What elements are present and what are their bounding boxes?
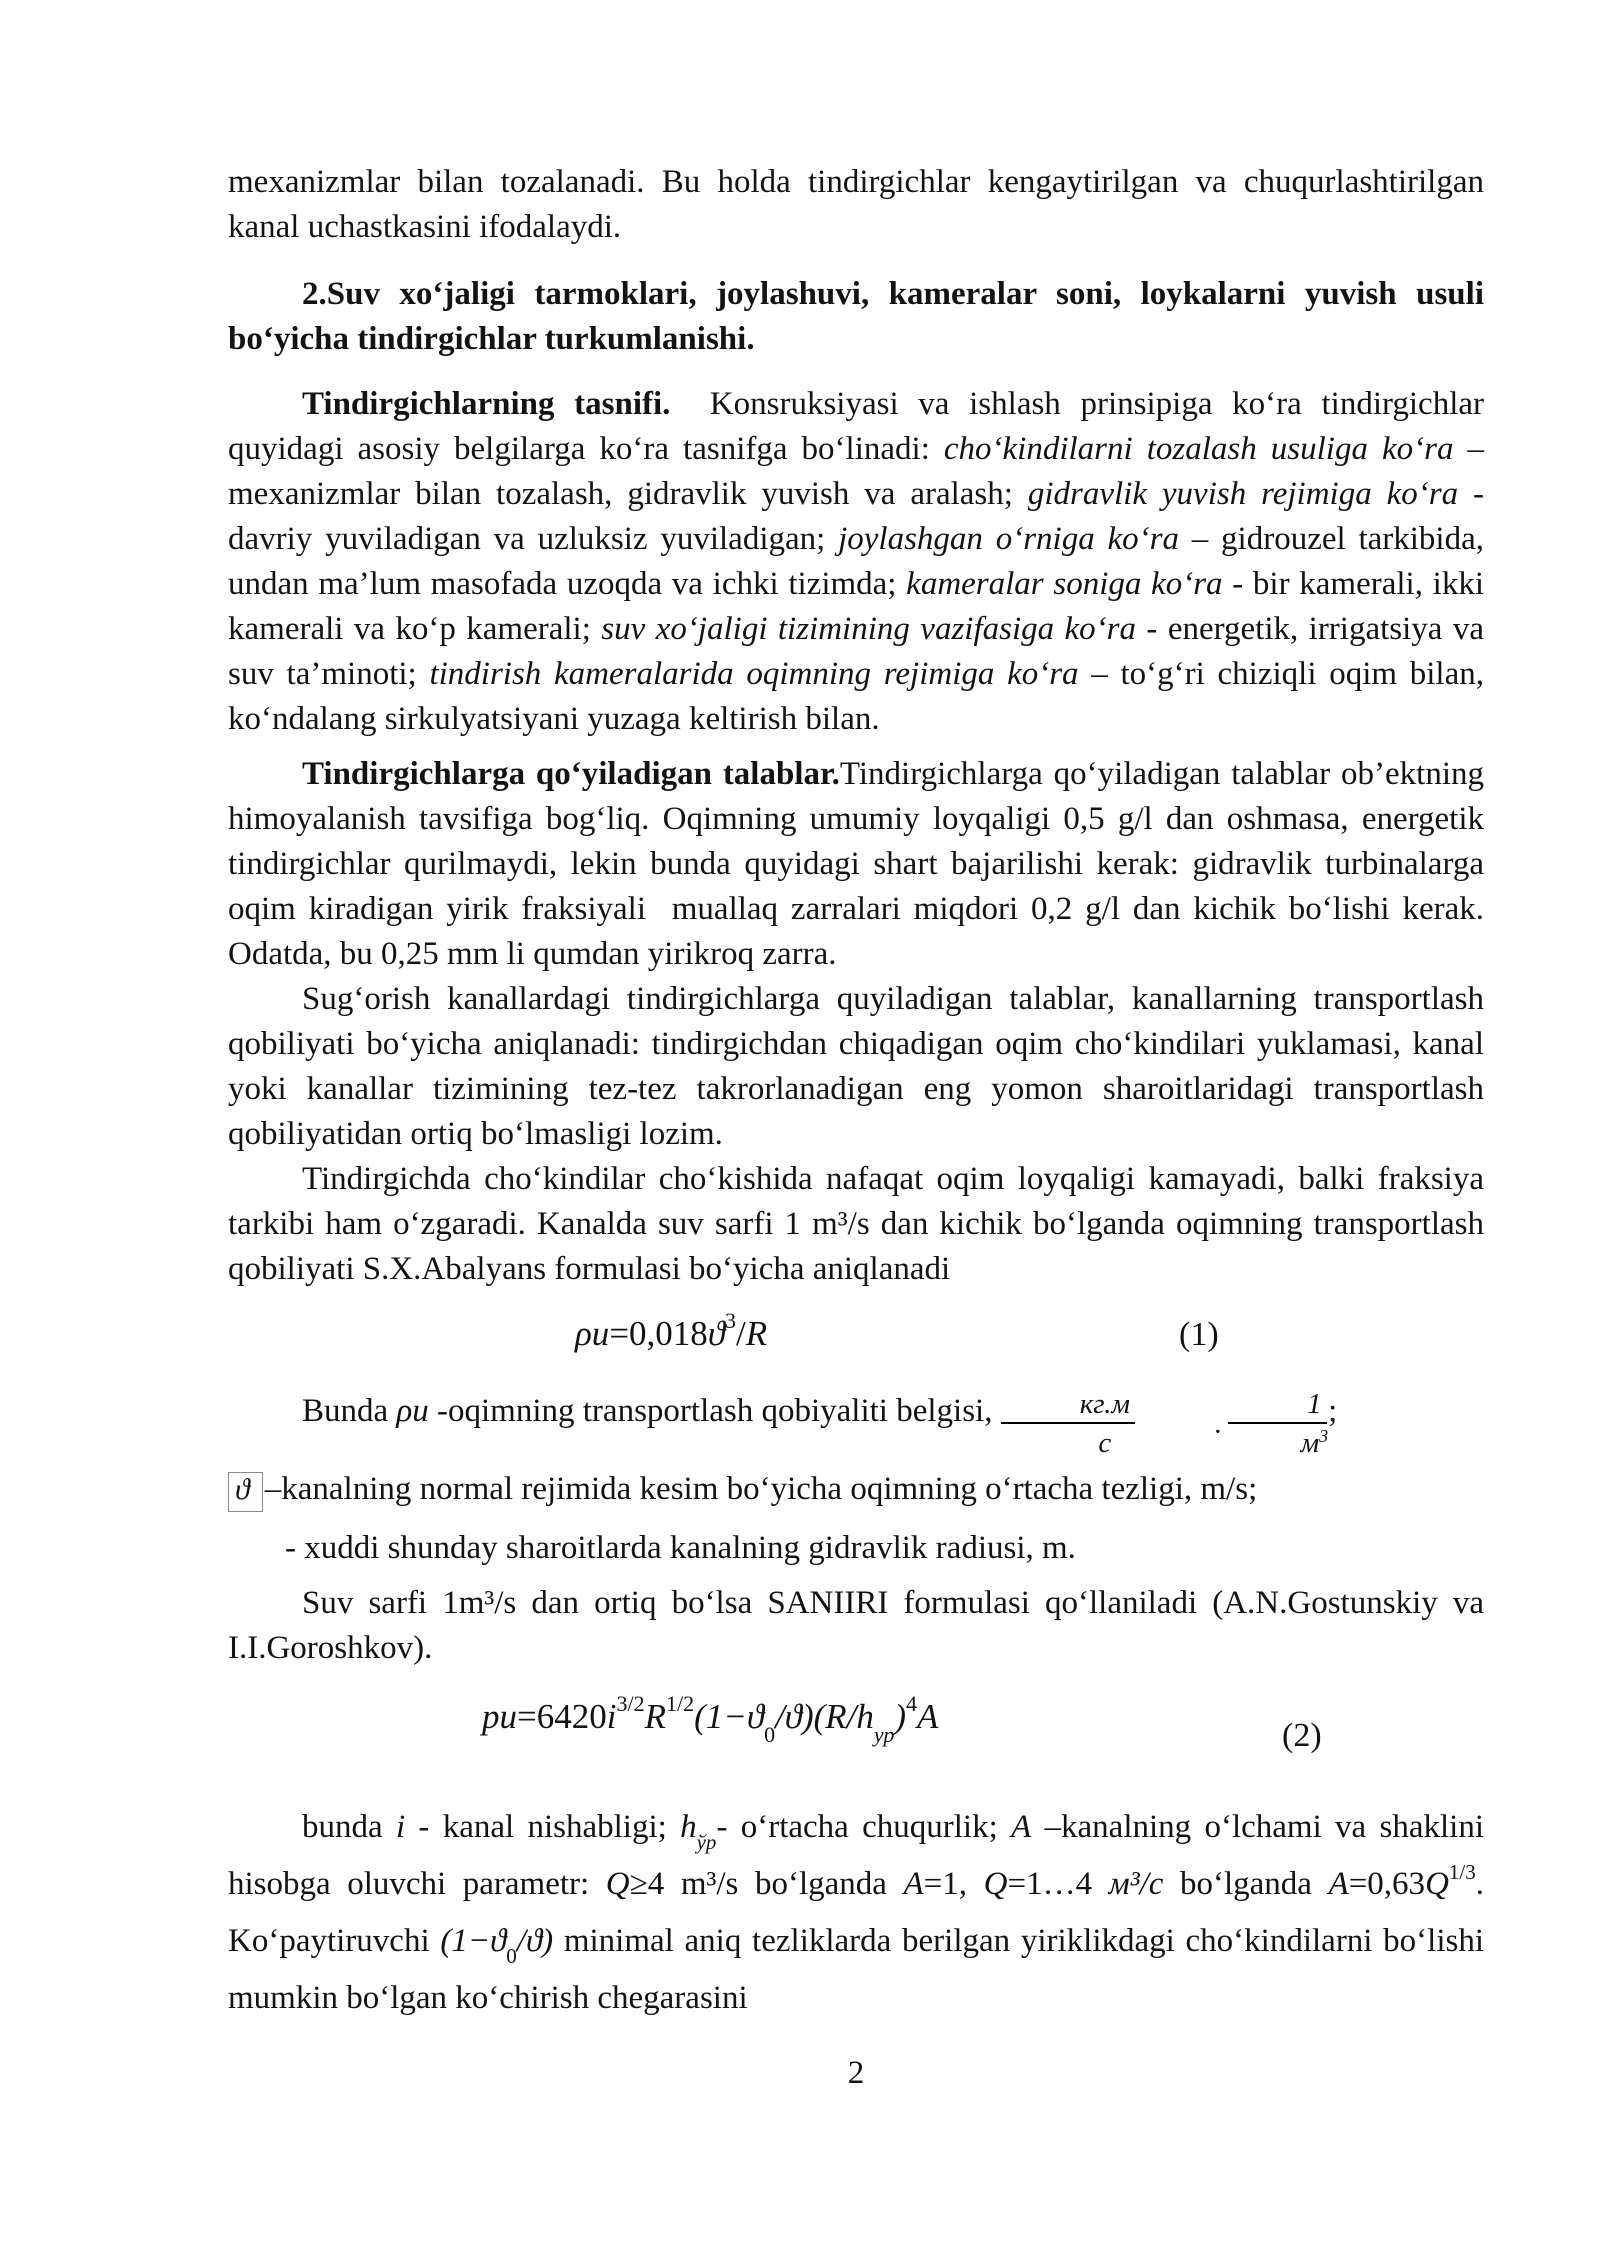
math-subscript	[697, 1830, 717, 1854]
math-superscript: 3	[1319, 1426, 1329, 1447]
text-run: Tindirgichlarga qoʻyiladigan talablar ob’ektning himoyalanish tavsifiga bogʻliq. Oqimning umumiy loyqaligi 0,5 g/l dan oshmasa, energetik tindirgichlar qurilmaydi, lekin bunda quyidagi shart bajarilishi kerak: gidravlik turbinalarga oqim kiradigan yirik fraksiyali muallaq zarralari miqdori 0,2 g/l dan kichik boʻlishi kerak. Odatda, bu 0,25 mm li qumdan yirikroq zarra.	[228, 756, 1484, 972]
text-run: minimal aniq tezliklarda berilgan yiriklikdagi choʻkindilarni boʻlishi mumkin boʻlgan koʻchirish chegarasini	[228, 1922, 1485, 2016]
text-run: – gidrouzel tarkibida, undan ma’lum masofada uzoqda va ichki tizimda;	[228, 521, 1484, 602]
units-fraction	[1001, 1388, 1328, 1459]
text-run: - bir kamerali, ikki kamerali va koʻp kamerali;	[228, 566, 1485, 647]
formula-1-number: (1)	[1179, 1316, 1219, 1353]
unit-symbol: м	[1300, 1427, 1320, 1460]
math-variable: A	[903, 1865, 924, 1902]
math-variable: ϑ	[707, 1314, 725, 1353]
math-expression: =1,	[923, 1865, 968, 1902]
math-variable: h	[680, 1808, 697, 1845]
math-variable: i	[395, 1808, 406, 1845]
math-superscript: 1/2	[666, 1690, 695, 1716]
fraction-one-per-m3	[1227, 1388, 1329, 1459]
text-run: m³/s boʻlganda	[664, 1865, 904, 1902]
math-subscript-italic: ур	[873, 1721, 895, 1747]
formula-1	[228, 1308, 1484, 1374]
theta-symbol: ϑ	[235, 1472, 250, 1506]
paragraph-continuation: mexanizmlar bilan tozalanadi. Bu holda tindirgichlar kengaytirilgan va chuqurlashtirilgan kanal uchastkasini ifodalaydi.	[228, 164, 1484, 245]
math-variable: ρu	[396, 1393, 429, 1429]
italic-run: joylashgan oʻrniga koʻra	[838, 521, 1179, 557]
fraction-denominator: с	[1098, 1427, 1112, 1460]
fraction-denominator	[1227, 1424, 1329, 1458]
paragraph-theta-definition	[228, 1467, 1484, 1512]
italic-run: tindirish kameralarida oqimning rejimiga koʻra	[429, 656, 1079, 692]
math-constant: =0,018	[609, 1314, 708, 1353]
text-run: Bunda	[302, 1393, 397, 1429]
fraction-numerator: 1	[1228, 1388, 1327, 1424]
math-expression: /ϑ)(R/h	[775, 1696, 874, 1736]
paragraph-sediment-settling: Tindirgichda choʻkindilar choʻkishida nafaqat oqim loyqaligi kamayadi, balki fraksiya tarkibi ham oʻzgaradi. Kanalda suv sarfi 1 m³/s dan kichik boʻlganda oqimning transportlash qobiliyati S.X.Abalyans formulasi boʻyicha aniqlanadi	[228, 1161, 1484, 1287]
italic-run: choʻkindilarni tozalash usuliga koʻra	[943, 431, 1454, 467]
text-run: –kanalning normal rejimida kesim boʻyicha oqimning oʻrtacha tezligi, m/s;	[264, 1470, 1258, 1507]
formula-2	[228, 1690, 1484, 1775]
paragraph-requirements	[228, 752, 1484, 977]
paragraph-formula1-legend	[228, 1388, 1484, 1459]
lead-bold-talablar: Tindirgichlarga qoʻyiladigan talablar.	[302, 756, 840, 792]
math-variable: i	[606, 1696, 617, 1736]
math-variable: A	[917, 1696, 939, 1736]
formula-2-expression	[482, 1690, 939, 1747]
text-run: - kanal nishabligi;	[405, 1808, 681, 1845]
text-run: . Koʻpaytiruvchi	[228, 1865, 1484, 1959]
paragraph-irrigation-canals: Sugʻorish kanallardagi tindirgichlarga quyiladigan talablar, kanallarning transportlash qobiliyati boʻyicha aniqlanadi: tindirgichdan chiqadigan oqim choʻkindilari yuklamasi, kanal yoki kanallar tizimining tez-tez takrorlanadigan eng yomon sharoitlaridagi transportlash qobiliyatidan ortiq boʻlmasligi lozim.	[228, 981, 1484, 1152]
math-variable: R	[644, 1696, 666, 1736]
math-variable: A	[1328, 1865, 1349, 1902]
theta-symbol-box	[228, 1472, 263, 1512]
page-number: 2	[847, 2054, 865, 2091]
unit-symbol: м³/с	[1108, 1865, 1164, 1902]
text-run: ;	[1328, 1393, 1338, 1429]
formula-2-number: (2)	[1282, 1716, 1322, 1754]
math-constant: =6420	[517, 1696, 607, 1736]
math-operator: /	[736, 1314, 746, 1353]
fraction-kg-m-per-s	[1001, 1388, 1135, 1459]
paragraph-classification	[228, 382, 1484, 742]
math-variable: pu	[482, 1696, 517, 1736]
math-expression: =0,63	[1348, 1865, 1426, 1902]
math-subscript: 0	[506, 1943, 517, 1968]
paragraph-saniiri-formula: Suv sarfi 1m³/s dan ortiq boʻlsa SANIIRI formulasi qoʻllaniladi (A.N.Gostunskiy va I.I.Goroshkov).	[228, 1584, 1484, 1666]
math-expression: ≥4	[629, 1865, 665, 1902]
math-expression: /ϑ)	[516, 1922, 554, 1959]
text-run: - energetik, irrigatsiya va suv ta’minoti;	[228, 611, 1484, 692]
text-run: bunda	[302, 1808, 396, 1845]
math-superscript: 3	[725, 1308, 736, 1333]
math-variable: ρu	[575, 1314, 610, 1353]
text-run: boʻlganda	[1163, 1865, 1329, 1902]
math-expression: )	[894, 1696, 907, 1736]
text-run: –kanalning oʻlchami va shaklini hisobga oluvchi parametr:	[228, 1808, 1484, 1902]
math-subscript: 0	[764, 1721, 776, 1747]
math-subscript	[874, 1722, 894, 1747]
math-variable: R	[745, 1314, 768, 1353]
section-heading: 2.Suv xoʻjaligi tarmoklari, joylashuvi, kameralar soni, loykalarni yuvish usuli boʻyicha tindirgichlar turkumlanishi.	[228, 276, 1484, 357]
text-run: Konsruksiyasi va ishlash prinsipiga koʻra tindirgichlar quyidagi asosiy belgilarga koʻra tasnifga boʻlinadi:	[228, 386, 1484, 467]
multiplication-dot: ·	[1212, 1416, 1223, 1449]
math-expression: (1−ϑ	[694, 1696, 765, 1736]
math-expression: =1…4	[1007, 1865, 1109, 1902]
paragraph-formula2-legend	[228, 1799, 1484, 2027]
lead-bold-tasnifi: Tindirgichlarning tasnifi.	[302, 386, 671, 422]
italic-run: gidravlik yuvish rejimiga koʻra	[1027, 476, 1459, 512]
math-subscript-italic: ўр	[696, 1829, 717, 1854]
text-run	[967, 1866, 984, 1902]
math-variable: Q	[605, 1865, 630, 1902]
math-variable: Q	[1425, 1865, 1449, 1902]
math-variable: Q	[983, 1865, 1008, 1902]
paragraph-radius-definition: - xuddi shunday sharoitlarda kanalning gidravlik radiusi, m.	[285, 1529, 1076, 1566]
math-expression: (1−ϑ	[440, 1922, 507, 1959]
text-run: -oqimning transportlash qobiyaliti belgisi,	[428, 1393, 1001, 1429]
fraction-numerator: кг.м	[1001, 1388, 1135, 1424]
math-superscript: 1/3	[1448, 1859, 1476, 1884]
formula-1-expression	[575, 1308, 768, 1353]
text-run: - davriy yuviladigan va uzluksiz yuviladigan;	[228, 476, 1485, 557]
text-run: – toʻgʻri chiziqli oqim bilan, koʻndalang sirkulyatsiyani yuzaga keltirish bilan.	[228, 656, 1484, 737]
italic-run: kameralar soniga koʻra	[906, 566, 1223, 602]
text-run: - oʻrtacha chuqurlik;	[716, 1808, 1012, 1845]
math-superscript: 4	[906, 1690, 918, 1716]
text-run: – mexanizmlar bilan tozalash, gidravlik yuvish va aralash;	[228, 431, 1484, 512]
math-superscript: 3/2	[616, 1690, 645, 1716]
math-variable: A	[1011, 1808, 1032, 1845]
italic-run: suv xoʻjaligi tizimining vazifasiga koʻra	[601, 611, 1137, 647]
